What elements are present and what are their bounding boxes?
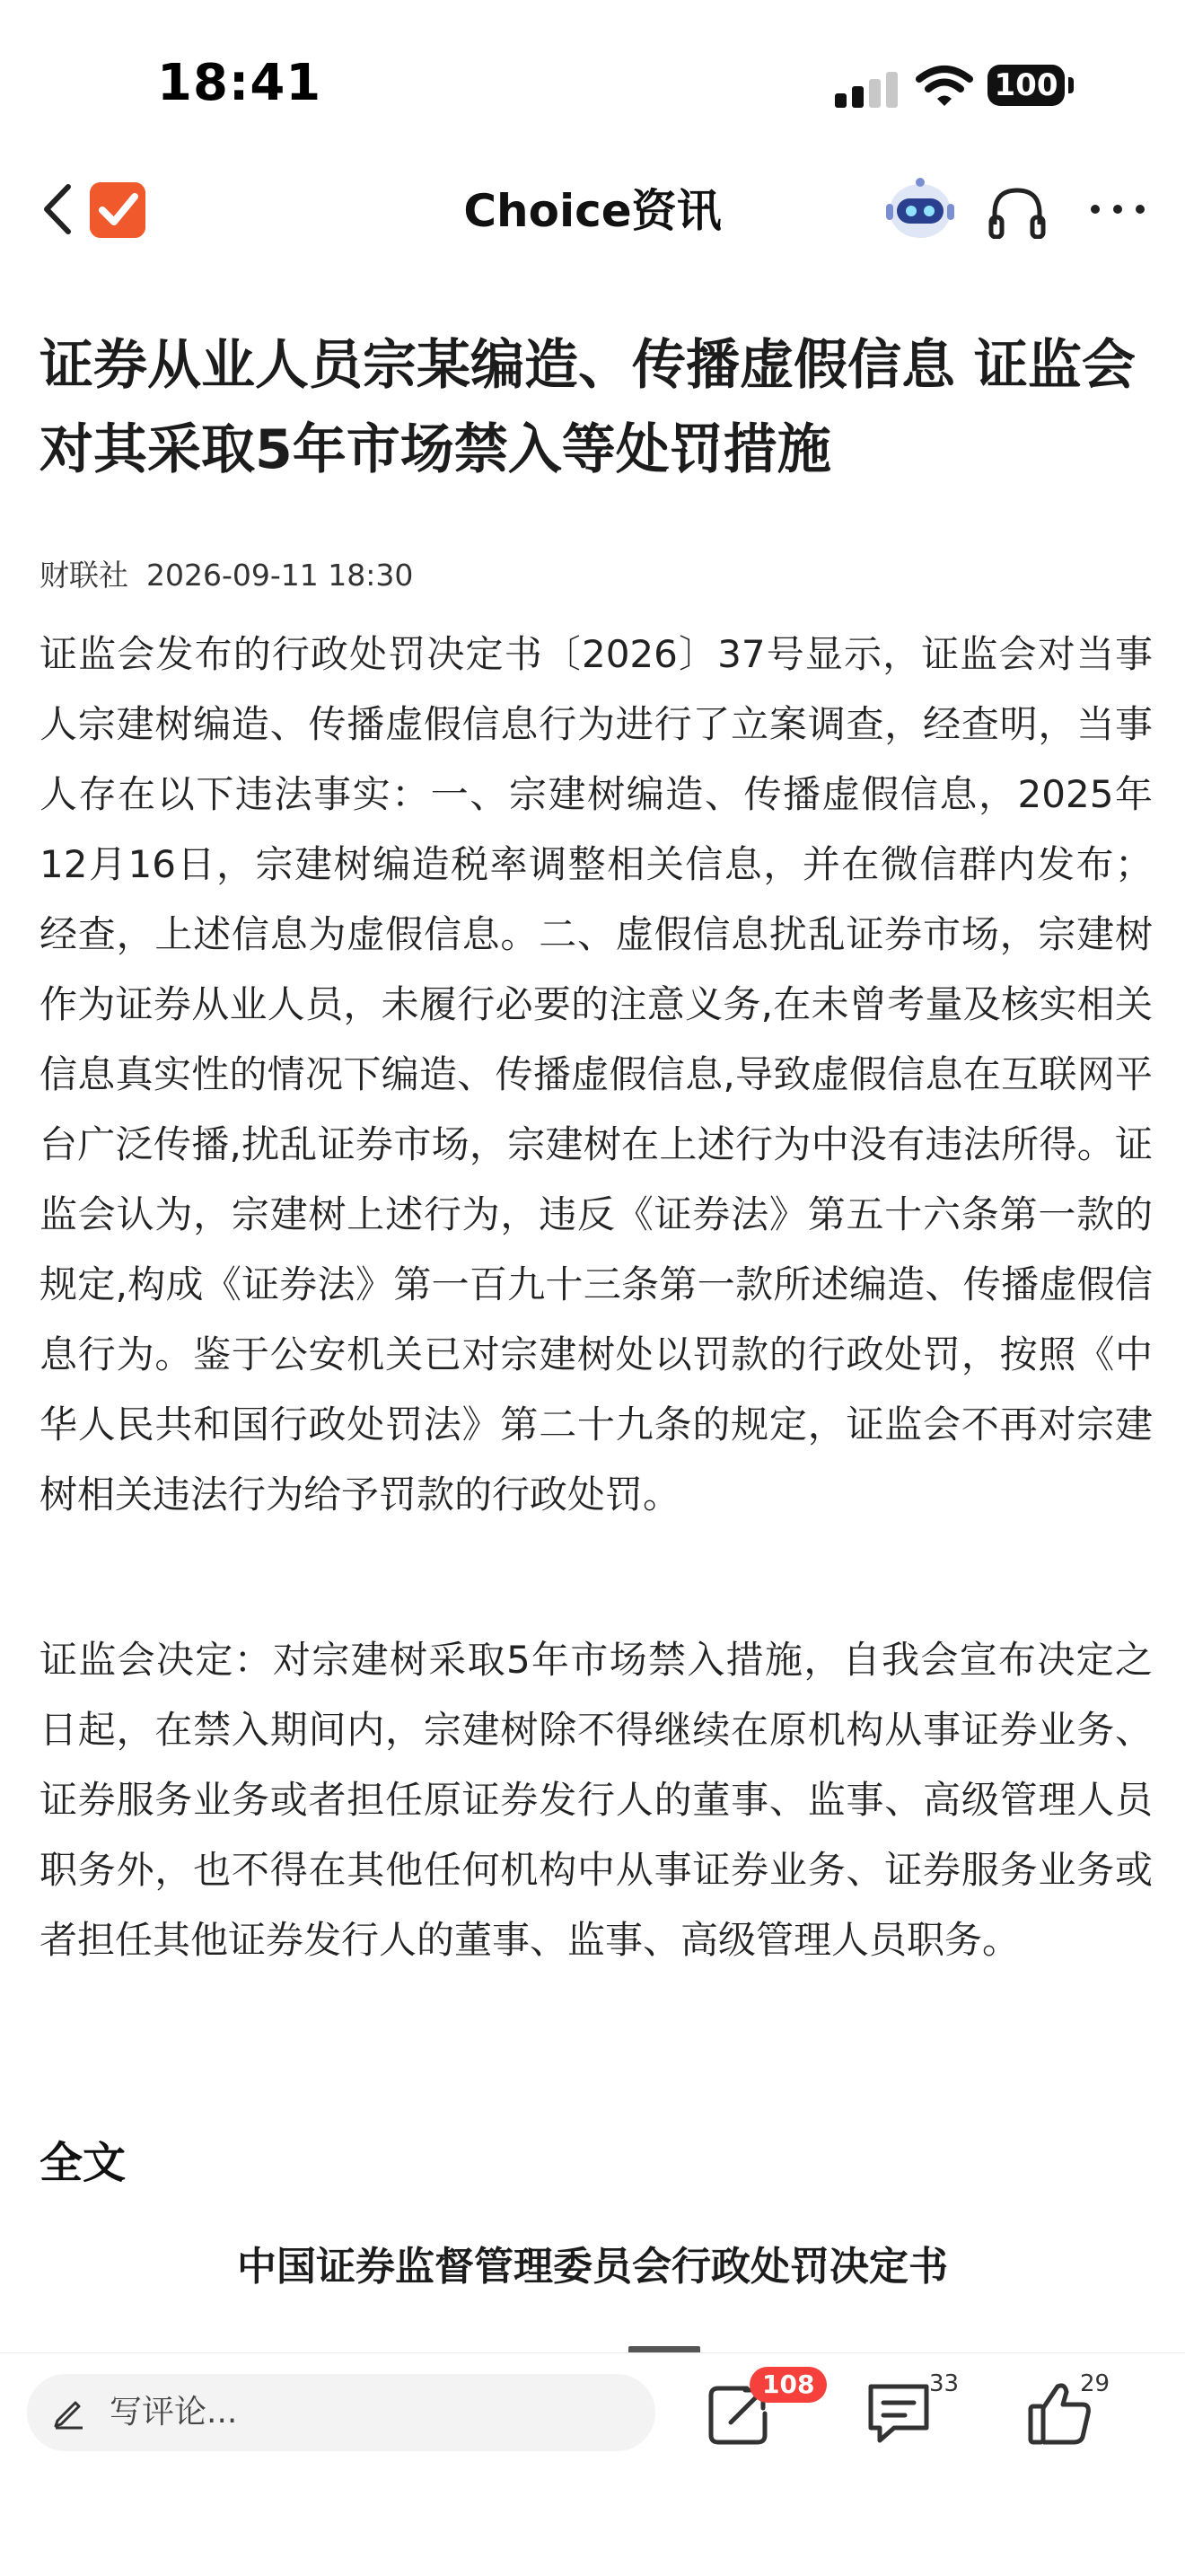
section-heading: 全文 xyxy=(40,2138,127,2188)
status-bar xyxy=(0,0,1185,171)
page-title: Choice资讯 xyxy=(463,185,722,237)
more-options-icon[interactable] xyxy=(1086,187,1149,232)
share-count-badge: 108 xyxy=(750,2367,827,2403)
comment-count: 33 xyxy=(929,2370,960,2397)
comment-input[interactable] xyxy=(27,2374,655,2451)
article-source: 财联社 xyxy=(40,558,128,593)
article-title: 证券从业人员宗某编造、传播虚假信息 证监会对其采取5年市场禁入等处罚措施 xyxy=(40,334,1136,481)
wifi-icon xyxy=(916,65,973,108)
ai-assistant-robot-icon[interactable] xyxy=(884,175,956,243)
like-count: 29 xyxy=(1080,2370,1110,2397)
listen-headphones-icon[interactable] xyxy=(988,185,1047,239)
article-paragraph: 证监会决定：对宗建树采取5年市场禁入措施，自我会宣布决定之日起，在禁入期间内，宗建树除不得继续在原机构从事证券业务、证券服务业务或者担任原证券发行人的董事、监事、高级管理人员职务外，也不得在其他任何机构中从事证券业务、证券服务业务或者担任其他证券发行人的董事、监事、高级管理人员职务。 xyxy=(40,1638,1153,1962)
article-paragraph: 证监会发布的行政处罚决定书〔2026〕37号显示，证监会对当事人宗建树编造、传播虚假信息行为进行了立案调查，经查明，当事人存在以下违法事实：一、宗建树编造、传播虚假信息，2025年12月16日，宗建树编造税率调整相关信息，并在微信群内发布；经查，上述信息为虚假信息。二、虚假信息扰乱证券市场，宗建树作为证券从业人员，未履行必要的注意义务,在未曾考量及核实相关信息真实性的情况下编造、传播虚假信息,导致虚假信息在互联网平台广泛传播,扰乱证券市场，宗建树在上述行为中没有违法所得。证监会认为，宗建树上述行为，违反《证券法》第五十六条第一款的规定,构成《证券法》第一百九十三条第一款所述编造、传播虚假信息行为。鉴于公安机关已对宗建树处以罚款的行政处罚，按照《中华人民共和国行政处罚法》第二十九条的规定，证监会不再对宗建树相关违法行为给予罚款的行政处罚。 xyxy=(40,632,1153,1517)
battery-cap xyxy=(1068,77,1074,93)
cellular-signal-icon xyxy=(835,72,898,108)
comment-placeholder: 写评论... xyxy=(110,2394,238,2431)
battery-icon: 100 xyxy=(988,65,1065,106)
document-title: 中国证券监督管理委员会行政处罚决定书 xyxy=(237,2244,948,2290)
article-meta xyxy=(40,552,413,594)
status-time: 18:41 xyxy=(157,54,322,112)
article-datetime: 2026-09-11 18:30 xyxy=(146,558,414,593)
pencil-icon xyxy=(50,2394,86,2430)
